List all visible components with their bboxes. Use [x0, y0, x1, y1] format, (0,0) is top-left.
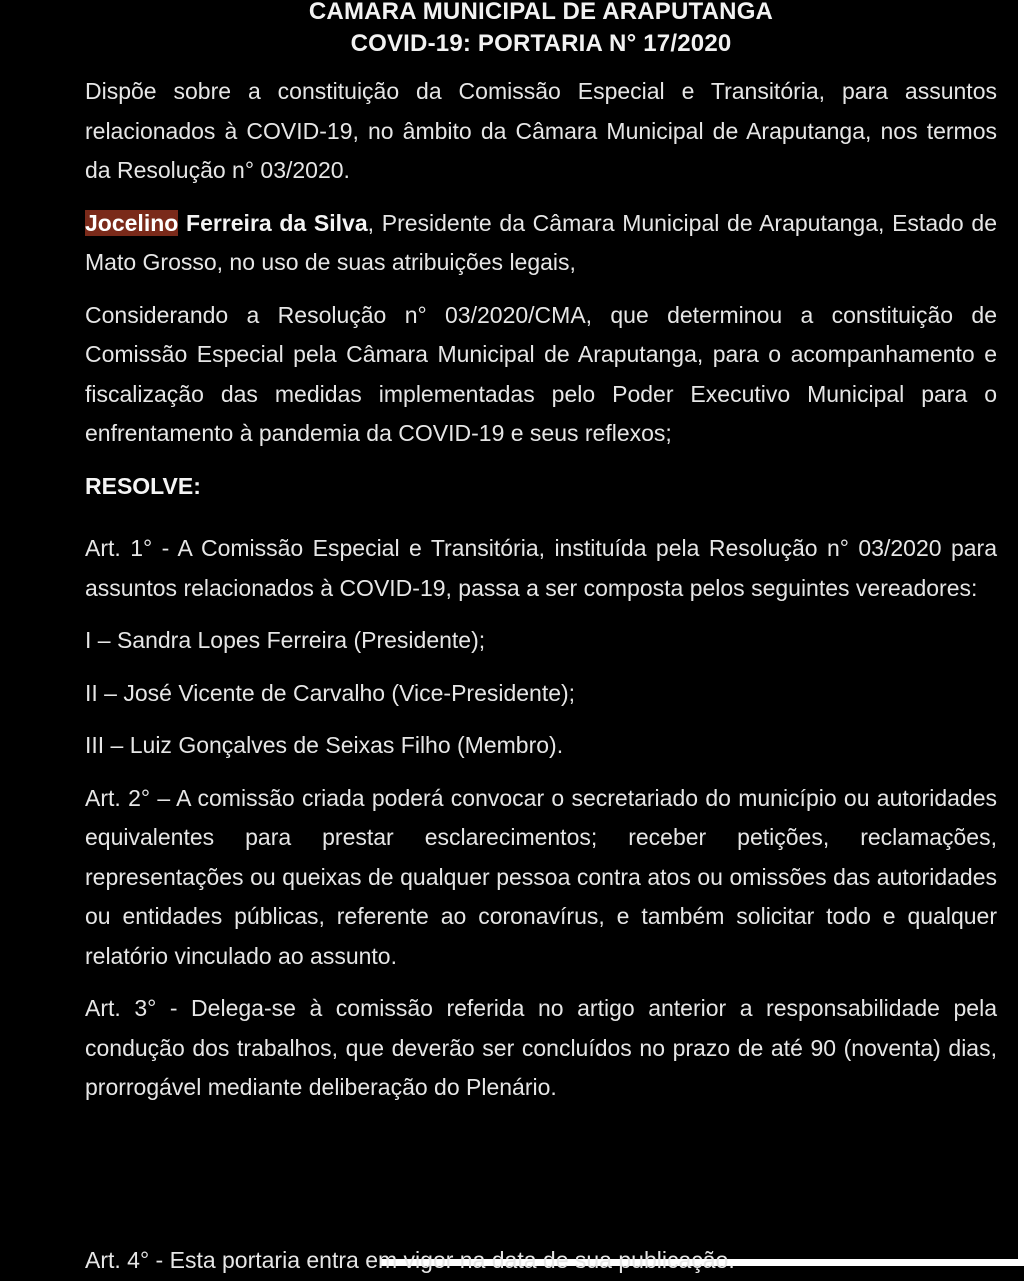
considerando-paragraph: Considerando a Resolução n° 03/2020/CMA, que determinou a constituição de Comissão Especial pela Câmara Municipal de Araputanga, para o acompanhamento e fiscalização das medidas implementadas pelo Poder Executivo Municipal para o enfrentamento à pandemia da COVID-19 e seus reflexos;	[85, 301, 997, 446]
ementa-paragraph: Dispõe sobre a constituição da Comissão Especial e Transitória, para assuntos relacionados à COVID-19, no âmbito da Câmara Municipal de Araputanga, nos termos da Resolução n° 03/2020.	[85, 78, 997, 183]
member-item-1: I – Sandra Lopes Ferreira (Presidente);	[85, 627, 486, 653]
president-paragraph	[85, 204, 997, 283]
right-edge-border	[1018, 0, 1024, 1266]
article-1: Art. 1° - A Comissão Especial e Transitória, instituída pela Resolução n° 03/2020 para assuntos relacionados à COVID-19, passa a ser composta pelos seguintes vereadores:	[85, 535, 997, 601]
title-line-1: CAMARA MUNICIPAL DE ARAPUTANGA	[308, 0, 774, 25]
president-first-name-highlight: Jocelino	[85, 209, 179, 236]
document-title	[85, 0, 997, 60]
member-item-2: II – José Vicente de Carvalho (Vice-Presidente);	[85, 679, 576, 706]
article-2: Art. 2° – A comissão criada poderá convocar o secretariado do município ou autoridades equivalentes para prestar esclarecimentos; receber petições, reclamações, representações ou queixas de qualquer pessoa contra atos ou omissões das autoridades ou entidades públicas, referente ao coronavírus, e também solicitar todo e qualquer relatório vinculado ao assunto.	[85, 784, 997, 969]
article-3: Art. 3° - Delega-se à comissão referida no artigo anterior a responsabilidade pela condução dos trabalhos, que deverão ser concluídos no prazo de até 90 (noventa) dias, prorrogável mediante deliberação do Plenário.	[85, 995, 997, 1100]
article-4-cut-off	[85, 1241, 997, 1273]
president-description: , Presidente da Câmara Municipal de Araputanga, Estado de Mato Grosso, no uso de suas atribuições legais,	[85, 209, 997, 275]
document-body	[85, 0, 997, 1108]
title-line-2: COVID-19: PORTARIA N° 17/2020	[350, 30, 732, 57]
member-item-3: III – Luiz Gonçalves de Seixas Filho (Membro).	[85, 732, 564, 758]
president-last-name: Ferreira da Silva	[178, 209, 368, 236]
article-4-text: Art. 4° - Esta portaria entra em vigor na data de sua publicação.	[85, 1247, 735, 1273]
resolve-heading: RESOLVE:	[85, 472, 201, 499]
